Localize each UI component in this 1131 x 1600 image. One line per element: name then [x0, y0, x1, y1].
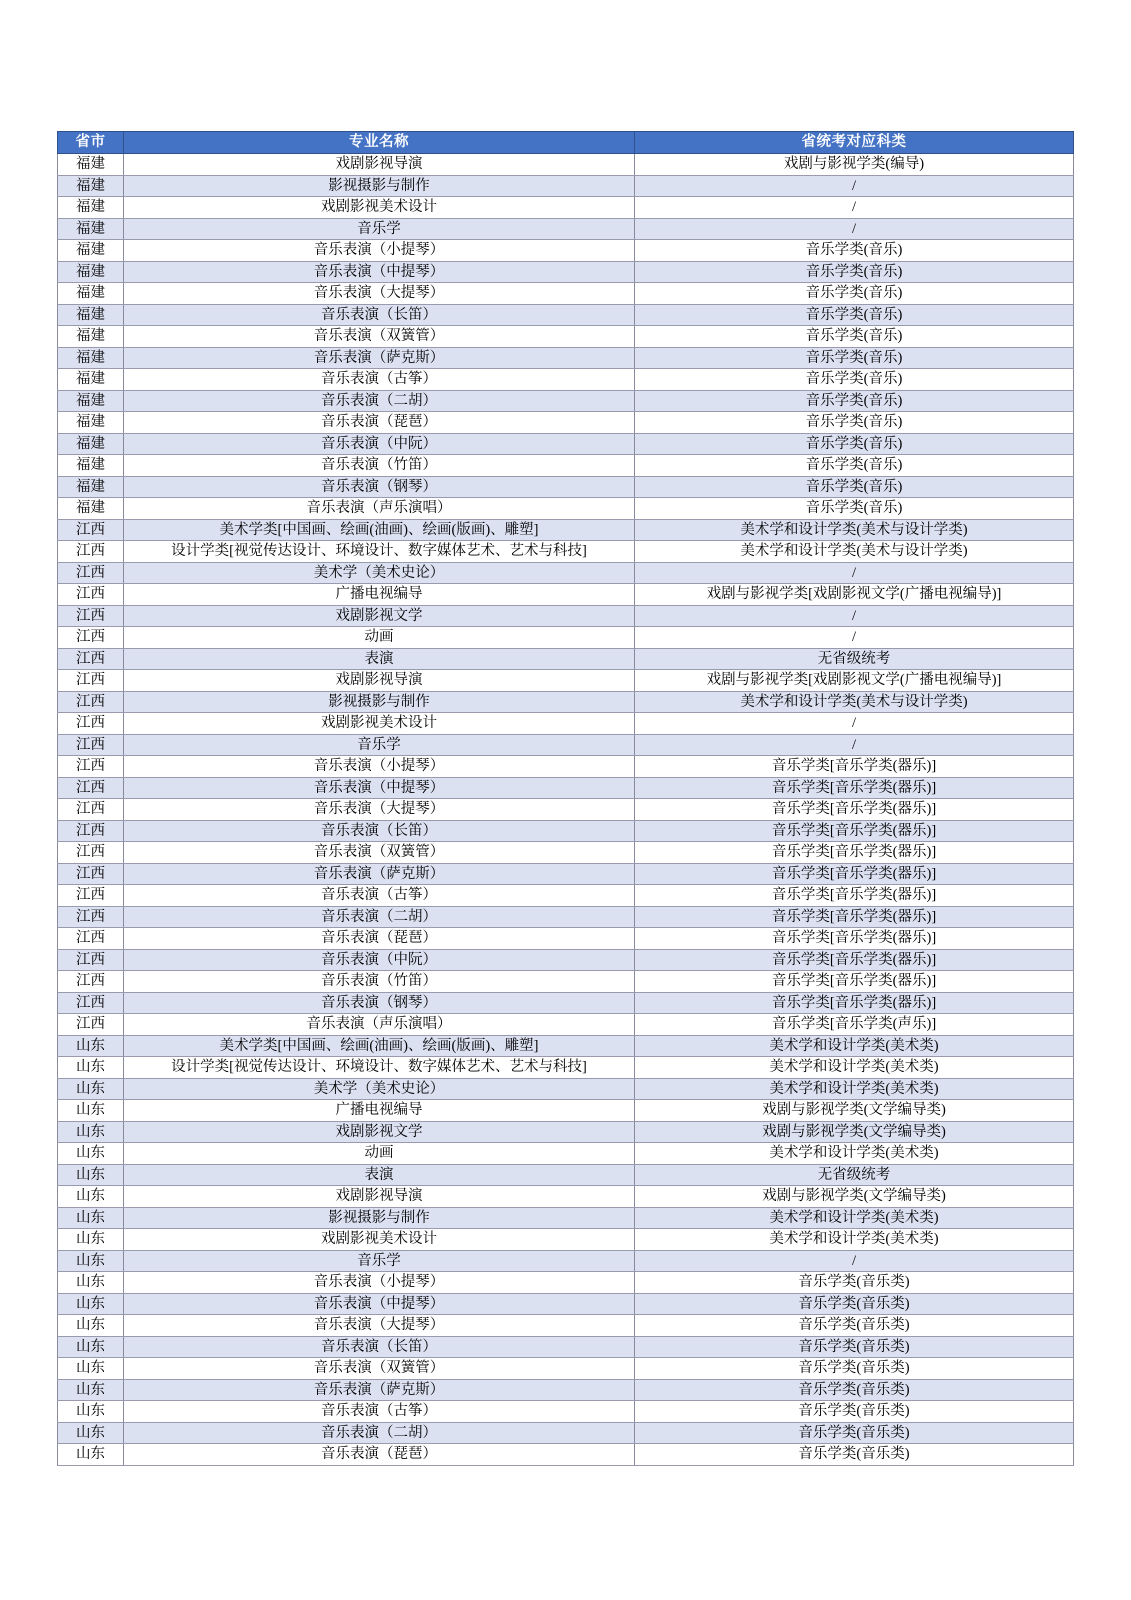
- table-row: [58, 584, 1074, 606]
- table-row: [58, 971, 1074, 993]
- cell-province: 福建: [58, 369, 124, 391]
- table-row: [58, 498, 1074, 520]
- cell-major-name: 美术学（美术史论）: [124, 562, 635, 584]
- table-container: [57, 131, 1073, 1462]
- cell-province: 山东: [58, 1207, 124, 1229]
- table-header: [58, 132, 1074, 154]
- table-row: [58, 347, 1074, 369]
- table-row: [58, 455, 1074, 477]
- cell-exam-category: 音乐学类[音乐学类(器乐)]: [635, 992, 1074, 1014]
- cell-major-name: 美术学类[中国画、绘画(油画)、绘画(版画)、雕塑]: [124, 1035, 635, 1057]
- cell-exam-category: 音乐学类(音乐类): [635, 1293, 1074, 1315]
- cell-major-name: 音乐表演（小提琴）: [124, 1272, 635, 1294]
- cell-major-name: 音乐表演（竹笛）: [124, 971, 635, 993]
- table-row: [58, 519, 1074, 541]
- cell-major-name: 音乐表演（双簧管）: [124, 842, 635, 864]
- cell-province: 江西: [58, 584, 124, 606]
- cell-province: 山东: [58, 1164, 124, 1186]
- table-row: [58, 476, 1074, 498]
- cell-major-name: 戏剧影视导演: [124, 1186, 635, 1208]
- cell-province: 山东: [58, 1401, 124, 1423]
- cell-exam-category: 音乐学类(音乐): [635, 304, 1074, 326]
- cell-exam-category: 美术学和设计学类(美术与设计学类): [635, 541, 1074, 563]
- cell-exam-category: 音乐学类[音乐学类(器乐)]: [635, 820, 1074, 842]
- cell-exam-category: 音乐学类(音乐): [635, 326, 1074, 348]
- table-row: [58, 1358, 1074, 1380]
- cell-exam-category: 音乐学类(音乐): [635, 390, 1074, 412]
- cell-exam-category: /: [635, 175, 1074, 197]
- cell-exam-category: /: [635, 218, 1074, 240]
- table-row: [58, 1315, 1074, 1337]
- cell-exam-category: 美术学和设计学类(美术类): [635, 1143, 1074, 1165]
- table-header-row: [58, 132, 1074, 154]
- cell-exam-category: 美术学和设计学类(美术类): [635, 1229, 1074, 1251]
- cell-province: 山东: [58, 1035, 124, 1057]
- cell-exam-category: 音乐学类(音乐): [635, 240, 1074, 262]
- cell-exam-category: 无省级统考: [635, 1164, 1074, 1186]
- cell-province: 福建: [58, 347, 124, 369]
- cell-exam-category: 音乐学类(音乐类): [635, 1422, 1074, 1444]
- table-row: [58, 433, 1074, 455]
- cell-major-name: 戏剧影视美术设计: [124, 197, 635, 219]
- cell-exam-category: /: [635, 1250, 1074, 1272]
- cell-major-name: 音乐表演（萨克斯）: [124, 347, 635, 369]
- cell-exam-category: 美术学和设计学类(美术与设计学类): [635, 519, 1074, 541]
- cell-province: 福建: [58, 197, 124, 219]
- cell-exam-category: 音乐学类[音乐学类(器乐)]: [635, 756, 1074, 778]
- cell-province: 江西: [58, 799, 124, 821]
- cell-exam-category: 戏剧与影视学类(编导): [635, 154, 1074, 176]
- cell-province: 山东: [58, 1444, 124, 1466]
- table-row: [58, 734, 1074, 756]
- cell-major-name: 广播电视编导: [124, 584, 635, 606]
- table-row: [58, 562, 1074, 584]
- column-header-province: 省市: [58, 132, 124, 154]
- cell-exam-category: 音乐学类[音乐学类(器乐)]: [635, 906, 1074, 928]
- cell-province: 江西: [58, 992, 124, 1014]
- cell-province: 江西: [58, 777, 124, 799]
- table-row: [58, 1401, 1074, 1423]
- table-row: [58, 1164, 1074, 1186]
- table-row: [58, 326, 1074, 348]
- cell-major-name: 音乐表演（双簧管）: [124, 1358, 635, 1380]
- table-row: [58, 1422, 1074, 1444]
- cell-province: 山东: [58, 1336, 124, 1358]
- cell-province: 山东: [58, 1379, 124, 1401]
- cell-exam-category: 戏剧与影视学类(文学编导类): [635, 1186, 1074, 1208]
- cell-major-name: 音乐表演（古筝）: [124, 369, 635, 391]
- table-row: [58, 627, 1074, 649]
- cell-province: 福建: [58, 283, 124, 305]
- cell-province: 江西: [58, 541, 124, 563]
- table-row: [58, 906, 1074, 928]
- table-row: [58, 1293, 1074, 1315]
- table-row: [58, 863, 1074, 885]
- cell-major-name: 音乐表演（中阮）: [124, 433, 635, 455]
- cell-major-name: 音乐学: [124, 1250, 635, 1272]
- cell-province: 山东: [58, 1315, 124, 1337]
- table-row: [58, 820, 1074, 842]
- cell-exam-category: 音乐学类(音乐): [635, 455, 1074, 477]
- table-row: [58, 777, 1074, 799]
- cell-exam-category: 音乐学类(音乐): [635, 347, 1074, 369]
- cell-province: 山东: [58, 1422, 124, 1444]
- table-row: [58, 1057, 1074, 1079]
- cell-province: 江西: [58, 627, 124, 649]
- cell-major-name: 音乐表演（二胡）: [124, 1422, 635, 1444]
- cell-major-name: 音乐表演（中提琴）: [124, 777, 635, 799]
- cell-exam-category: 美术学和设计学类(美术类): [635, 1057, 1074, 1079]
- cell-province: 山东: [58, 1358, 124, 1380]
- table-row: [58, 541, 1074, 563]
- cell-province: 福建: [58, 154, 124, 176]
- cell-major-name: 音乐表演（二胡）: [124, 390, 635, 412]
- cell-major-name: 音乐表演（小提琴）: [124, 240, 635, 262]
- table-row: [58, 1336, 1074, 1358]
- cell-province: 山东: [58, 1121, 124, 1143]
- cell-major-name: 动画: [124, 1143, 635, 1165]
- table-row: [58, 1444, 1074, 1466]
- cell-exam-category: 音乐学类(音乐): [635, 261, 1074, 283]
- cell-exam-category: 音乐学类(音乐类): [635, 1272, 1074, 1294]
- cell-province: 江西: [58, 949, 124, 971]
- cell-major-name: 音乐表演（琵琶）: [124, 412, 635, 434]
- cell-province: 福建: [58, 240, 124, 262]
- table-row: [58, 1250, 1074, 1272]
- cell-major-name: 音乐学: [124, 734, 635, 756]
- cell-province: 江西: [58, 885, 124, 907]
- cell-major-name: 音乐表演（双簧管）: [124, 326, 635, 348]
- table-row: [58, 992, 1074, 1014]
- table-row: [58, 605, 1074, 627]
- cell-exam-category: 音乐学类[音乐学类(声乐)]: [635, 1014, 1074, 1036]
- table-row: [58, 713, 1074, 735]
- cell-major-name: 戏剧影视导演: [124, 154, 635, 176]
- table-row: [58, 1186, 1074, 1208]
- cell-exam-category: 音乐学类(音乐): [635, 433, 1074, 455]
- cell-major-name: 音乐表演（琵琶）: [124, 1444, 635, 1466]
- table-row: [58, 648, 1074, 670]
- cell-major-name: 音乐表演（声乐演唱）: [124, 498, 635, 520]
- cell-major-name: 动画: [124, 627, 635, 649]
- table-body: [58, 154, 1074, 1466]
- cell-province: 福建: [58, 261, 124, 283]
- cell-exam-category: 戏剧与影视学类(文学编导类): [635, 1121, 1074, 1143]
- cell-province: 江西: [58, 906, 124, 928]
- cell-exam-category: 音乐学类[音乐学类(器乐)]: [635, 842, 1074, 864]
- province-major-exam-table: [57, 131, 1074, 1466]
- cell-exam-category: 音乐学类[音乐学类(器乐)]: [635, 799, 1074, 821]
- cell-major-name: 音乐表演（中提琴）: [124, 261, 635, 283]
- cell-province: 山东: [58, 1293, 124, 1315]
- cell-major-name: 音乐表演（萨克斯）: [124, 863, 635, 885]
- table-row: [58, 1100, 1074, 1122]
- column-header-exam-category: 省统考对应科类: [635, 132, 1074, 154]
- cell-major-name: 戏剧影视导演: [124, 670, 635, 692]
- cell-major-name: 音乐表演（古筝）: [124, 1401, 635, 1423]
- table-row: [58, 928, 1074, 950]
- table-row: [58, 949, 1074, 971]
- table-row: [58, 1078, 1074, 1100]
- cell-province: 江西: [58, 842, 124, 864]
- cell-exam-category: 音乐学类(音乐类): [635, 1379, 1074, 1401]
- cell-exam-category: 美术学和设计学类(美术类): [635, 1035, 1074, 1057]
- table-row: [58, 197, 1074, 219]
- cell-exam-category: /: [635, 562, 1074, 584]
- table-row: [58, 218, 1074, 240]
- cell-major-name: 影视摄影与制作: [124, 691, 635, 713]
- cell-major-name: 影视摄影与制作: [124, 1207, 635, 1229]
- cell-province: 山东: [58, 1272, 124, 1294]
- cell-major-name: 戏剧影视美术设计: [124, 1229, 635, 1251]
- cell-exam-category: 音乐学类[音乐学类(器乐)]: [635, 949, 1074, 971]
- cell-major-name: 音乐表演（钢琴）: [124, 476, 635, 498]
- cell-province: 江西: [58, 928, 124, 950]
- cell-exam-category: /: [635, 605, 1074, 627]
- cell-major-name: 音乐表演（大提琴）: [124, 283, 635, 305]
- cell-exam-category: 音乐学类(音乐类): [635, 1401, 1074, 1423]
- cell-major-name: 设计学类[视觉传达设计、环境设计、数字媒体艺术、艺术与科技]: [124, 1057, 635, 1079]
- cell-exam-category: /: [635, 627, 1074, 649]
- cell-province: 福建: [58, 455, 124, 477]
- cell-major-name: 音乐表演（萨克斯）: [124, 1379, 635, 1401]
- cell-major-name: 戏剧影视文学: [124, 605, 635, 627]
- cell-province: 江西: [58, 820, 124, 842]
- table-row: [58, 1207, 1074, 1229]
- table-row: [58, 412, 1074, 434]
- cell-province: 福建: [58, 304, 124, 326]
- cell-major-name: 音乐表演（大提琴）: [124, 799, 635, 821]
- cell-province: 江西: [58, 1014, 124, 1036]
- cell-exam-category: 音乐学类[音乐学类(器乐)]: [635, 885, 1074, 907]
- table-row: [58, 390, 1074, 412]
- cell-exam-category: 音乐学类(音乐): [635, 498, 1074, 520]
- cell-major-name: 音乐学: [124, 218, 635, 240]
- cell-exam-category: 音乐学类[音乐学类(器乐)]: [635, 928, 1074, 950]
- cell-province: 福建: [58, 326, 124, 348]
- cell-province: 山东: [58, 1057, 124, 1079]
- cell-province: 福建: [58, 476, 124, 498]
- cell-exam-category: 音乐学类(音乐类): [635, 1336, 1074, 1358]
- cell-exam-category: /: [635, 713, 1074, 735]
- table-row: [58, 1014, 1074, 1036]
- cell-exam-category: 音乐学类(音乐类): [635, 1315, 1074, 1337]
- cell-province: 江西: [58, 519, 124, 541]
- cell-province: 福建: [58, 498, 124, 520]
- cell-exam-category: /: [635, 734, 1074, 756]
- cell-major-name: 音乐表演（竹笛）: [124, 455, 635, 477]
- cell-exam-category: 戏剧与影视学类[戏剧影视文学(广播电视编导)]: [635, 670, 1074, 692]
- cell-province: 福建: [58, 175, 124, 197]
- table-row: [58, 154, 1074, 176]
- cell-exam-category: 音乐学类(音乐类): [635, 1444, 1074, 1466]
- cell-major-name: 音乐表演（长笛）: [124, 1336, 635, 1358]
- cell-province: 山东: [58, 1100, 124, 1122]
- cell-major-name: 音乐表演（古筝）: [124, 885, 635, 907]
- table-row: [58, 1272, 1074, 1294]
- cell-province: 江西: [58, 971, 124, 993]
- table-row: [58, 1229, 1074, 1251]
- cell-major-name: 音乐表演（长笛）: [124, 820, 635, 842]
- cell-exam-category: 无省级统考: [635, 648, 1074, 670]
- cell-major-name: 音乐表演（长笛）: [124, 304, 635, 326]
- table-row: [58, 670, 1074, 692]
- table-row: [58, 1121, 1074, 1143]
- cell-province: 山东: [58, 1143, 124, 1165]
- cell-exam-category: 音乐学类(音乐): [635, 476, 1074, 498]
- cell-major-name: 广播电视编导: [124, 1100, 635, 1122]
- cell-major-name: 音乐表演（中阮）: [124, 949, 635, 971]
- table-row: [58, 885, 1074, 907]
- cell-major-name: 美术学（美术史论）: [124, 1078, 635, 1100]
- cell-major-name: 音乐表演（二胡）: [124, 906, 635, 928]
- cell-major-name: 音乐表演（大提琴）: [124, 1315, 635, 1337]
- cell-province: 福建: [58, 390, 124, 412]
- table-row: [58, 1035, 1074, 1057]
- table-row: [58, 691, 1074, 713]
- cell-exam-category: 美术学和设计学类(美术与设计学类): [635, 691, 1074, 713]
- cell-exam-category: 美术学和设计学类(美术类): [635, 1078, 1074, 1100]
- cell-province: 福建: [58, 218, 124, 240]
- cell-exam-category: /: [635, 197, 1074, 219]
- cell-exam-category: 音乐学类(音乐类): [635, 1358, 1074, 1380]
- cell-exam-category: 音乐学类[音乐学类(器乐)]: [635, 863, 1074, 885]
- cell-major-name: 设计学类[视觉传达设计、环境设计、数字媒体艺术、艺术与科技]: [124, 541, 635, 563]
- cell-major-name: 戏剧影视美术设计: [124, 713, 635, 735]
- column-header-major-name: 专业名称: [124, 132, 635, 154]
- cell-exam-category: 音乐学类(音乐): [635, 283, 1074, 305]
- cell-province: 江西: [58, 863, 124, 885]
- cell-province: 江西: [58, 670, 124, 692]
- cell-province: 江西: [58, 691, 124, 713]
- cell-exam-category: 戏剧与影视学类(文学编导类): [635, 1100, 1074, 1122]
- table-row: [58, 261, 1074, 283]
- table-row: [58, 175, 1074, 197]
- cell-exam-category: 戏剧与影视学类[戏剧影视文学(广播电视编导)]: [635, 584, 1074, 606]
- cell-major-name: 音乐表演（小提琴）: [124, 756, 635, 778]
- cell-major-name: 美术学类[中国画、绘画(油画)、绘画(版画)、雕塑]: [124, 519, 635, 541]
- cell-province: 江西: [58, 562, 124, 584]
- table-row: [58, 283, 1074, 305]
- cell-major-name: 音乐表演（声乐演唱）: [124, 1014, 635, 1036]
- cell-major-name: 表演: [124, 648, 635, 670]
- table-row: [58, 799, 1074, 821]
- cell-province: 福建: [58, 433, 124, 455]
- cell-province: 江西: [58, 713, 124, 735]
- table-row: [58, 756, 1074, 778]
- cell-major-name: 戏剧影视文学: [124, 1121, 635, 1143]
- cell-province: 山东: [58, 1078, 124, 1100]
- cell-province: 江西: [58, 648, 124, 670]
- cell-major-name: 表演: [124, 1164, 635, 1186]
- cell-province: 江西: [58, 605, 124, 627]
- cell-exam-category: 美术学和设计学类(美术类): [635, 1207, 1074, 1229]
- cell-province: 山东: [58, 1229, 124, 1251]
- cell-exam-category: 音乐学类(音乐): [635, 369, 1074, 391]
- cell-exam-category: 音乐学类[音乐学类(器乐)]: [635, 777, 1074, 799]
- cell-province: 山东: [58, 1250, 124, 1272]
- cell-major-name: 影视摄影与制作: [124, 175, 635, 197]
- cell-major-name: 音乐表演（钢琴）: [124, 992, 635, 1014]
- cell-major-name: 音乐表演（中提琴）: [124, 1293, 635, 1315]
- table-row: [58, 1379, 1074, 1401]
- table-row: [58, 1143, 1074, 1165]
- cell-exam-category: 音乐学类(音乐): [635, 412, 1074, 434]
- cell-major-name: 音乐表演（琵琶）: [124, 928, 635, 950]
- cell-province: 江西: [58, 734, 124, 756]
- cell-exam-category: 音乐学类[音乐学类(器乐)]: [635, 971, 1074, 993]
- cell-province: 福建: [58, 412, 124, 434]
- cell-province: 山东: [58, 1186, 124, 1208]
- cell-province: 江西: [58, 756, 124, 778]
- table-row: [58, 842, 1074, 864]
- table-row: [58, 369, 1074, 391]
- table-row: [58, 240, 1074, 262]
- table-row: [58, 304, 1074, 326]
